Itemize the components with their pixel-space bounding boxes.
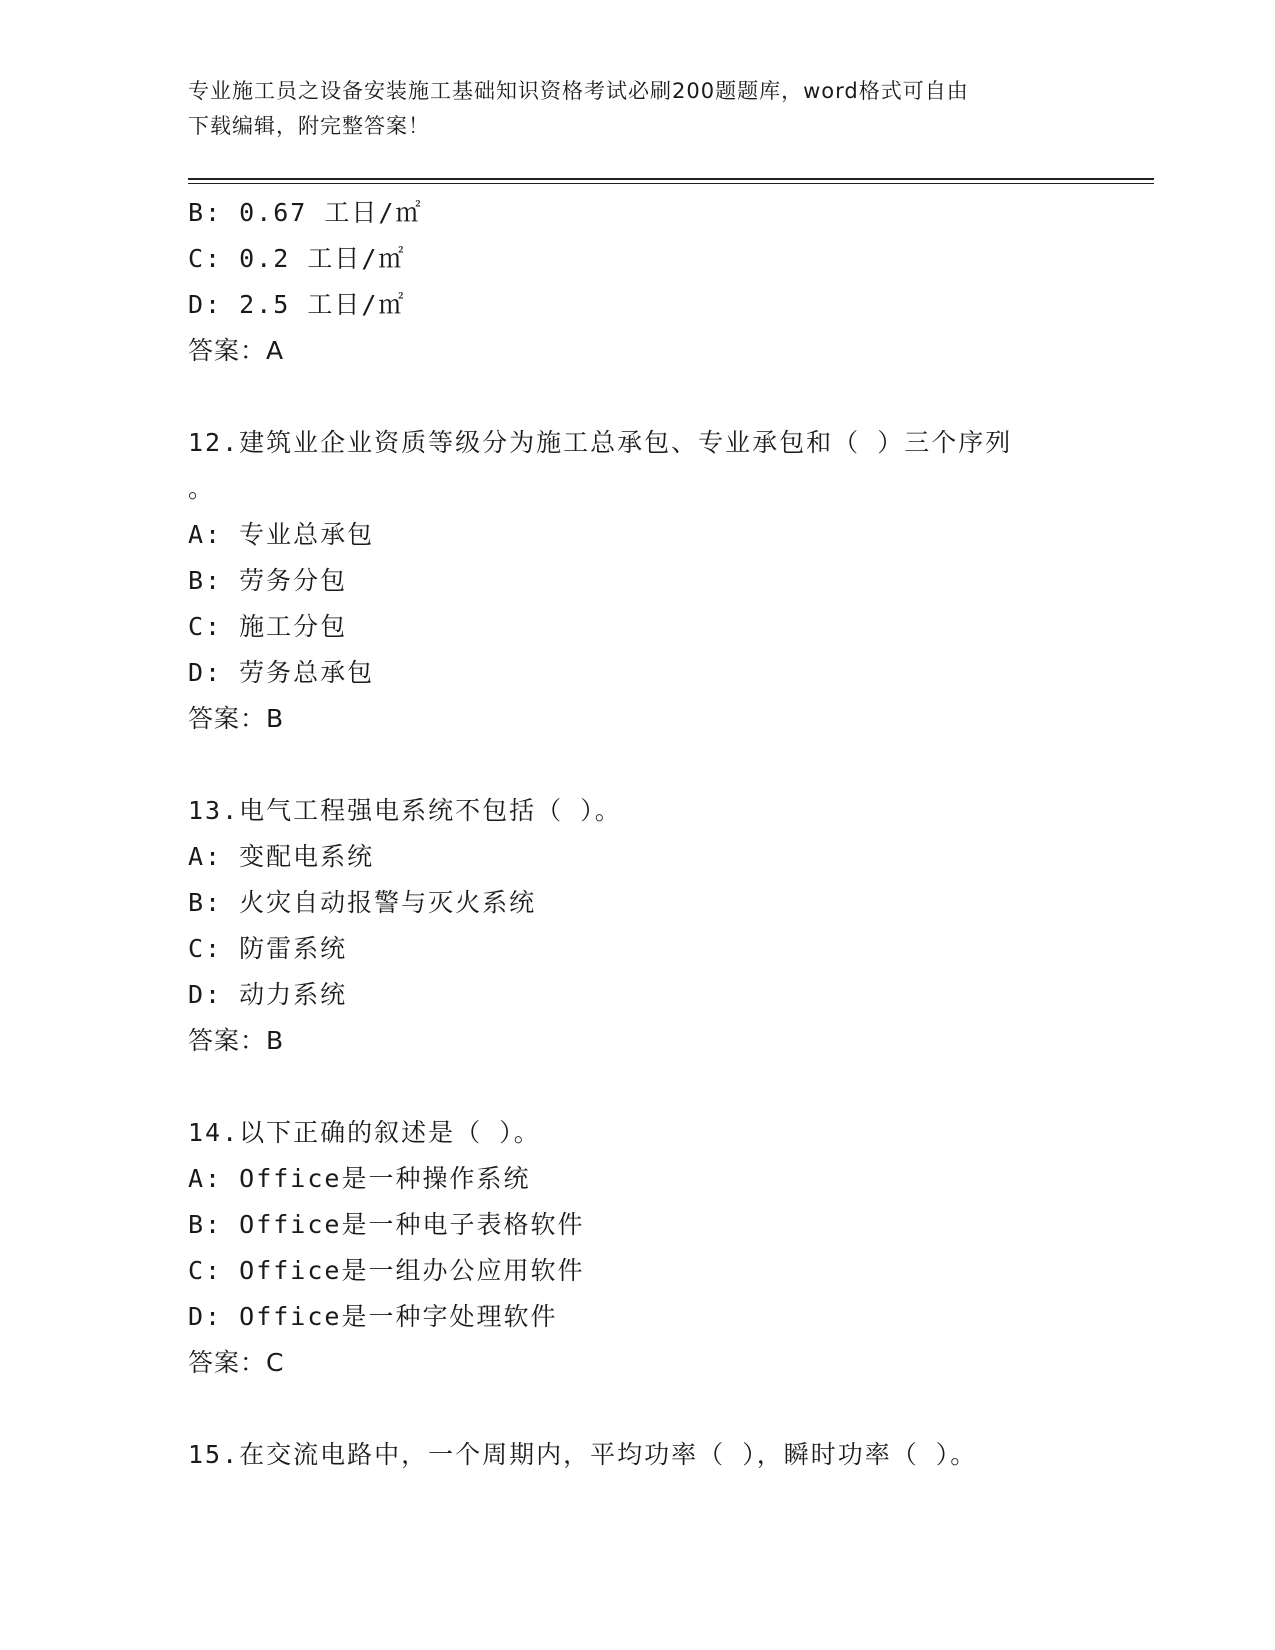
header-line-1: 专业施工员之设备安装施工基础知识资格考试必刷200题题库，word格式可自由 bbox=[188, 79, 969, 103]
question-content bbox=[188, 190, 1068, 1478]
option-c: C: 施工分包 bbox=[188, 612, 348, 641]
option-d: D: Office是一种字处理软件 bbox=[188, 1302, 558, 1331]
question-12 bbox=[188, 420, 1068, 742]
spacer bbox=[188, 1386, 1068, 1432]
spacer bbox=[188, 374, 1068, 420]
question-stem: 12.建筑业企业资质等级分为施工总承包、专业承包和（ ）三个序列 bbox=[188, 428, 1013, 457]
header-divider-thick bbox=[188, 178, 1154, 180]
option-b: B: Office是一种电子表格软件 bbox=[188, 1210, 585, 1239]
answer-label: 答案：A bbox=[188, 336, 285, 365]
question-14 bbox=[188, 1110, 1068, 1386]
answer-label: 答案：C bbox=[188, 1348, 285, 1377]
question-stem: 14.以下正确的叙述是（ ）。 bbox=[188, 1118, 541, 1147]
header-divider-thin bbox=[188, 183, 1154, 184]
question-stem-continued: 。 bbox=[188, 474, 216, 503]
document-header bbox=[188, 74, 1068, 144]
option-d: D: 2.5 工日/㎡ bbox=[188, 290, 406, 319]
option-a: A: Office是一种操作系统 bbox=[188, 1164, 531, 1193]
question-11-continued bbox=[188, 190, 1068, 374]
option-c: C: Office是一组办公应用软件 bbox=[188, 1256, 585, 1285]
option-c: C: 防雷系统 bbox=[188, 934, 348, 963]
question-13 bbox=[188, 788, 1068, 1064]
header-line-2: 下载编辑，附完整答案！ bbox=[188, 114, 430, 138]
question-15 bbox=[188, 1432, 1068, 1478]
option-d: D: 动力系统 bbox=[188, 980, 348, 1009]
answer-label: 答案：B bbox=[188, 704, 285, 733]
option-a: A: 变配电系统 bbox=[188, 842, 375, 871]
option-a: A: 专业总承包 bbox=[188, 520, 375, 549]
answer-label: 答案：B bbox=[188, 1026, 285, 1055]
option-c: C: 0.2 工日/㎡ bbox=[188, 244, 406, 273]
option-b: B: 0.67 工日/㎡ bbox=[188, 198, 423, 227]
option-d: D: 劳务总承包 bbox=[188, 658, 375, 687]
question-stem: 15.在交流电路中，一个周期内，平均功率（ ），瞬时功率（ ）。 bbox=[188, 1440, 978, 1469]
question-stem: 13.电气工程强电系统不包括（ ）。 bbox=[188, 796, 622, 825]
spacer bbox=[188, 1064, 1068, 1110]
option-b: B: 火灾自动报警与灭火系统 bbox=[188, 888, 537, 917]
option-b: B: 劳务分包 bbox=[188, 566, 348, 595]
spacer bbox=[188, 742, 1068, 788]
